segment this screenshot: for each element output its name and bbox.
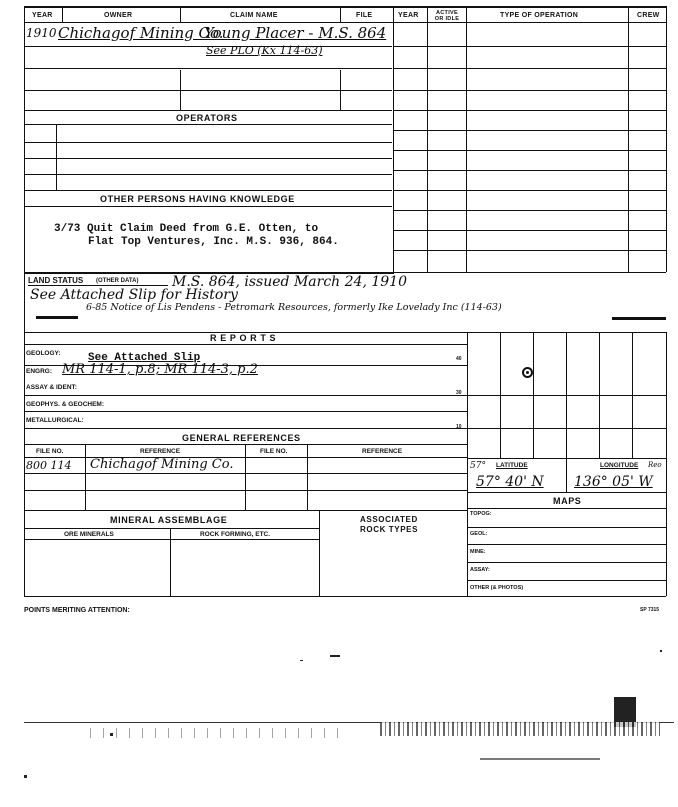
owner-entry-claim: Young Placer - M.S. 864 [204,24,387,42]
header-year-right: YEAR [398,12,419,19]
land-status-line2: See Attached Slip for History [30,287,238,303]
ore-minerals-label: ORE MINERALS [64,531,114,538]
scan-speck [110,733,113,736]
ref-reference-2: REFERENCE [362,448,403,455]
scan-noise-band [380,722,660,736]
reports-num-30: 30 [456,390,462,396]
metallurgical-label: METALLURGICAL: [26,417,84,424]
scan-speck [300,660,303,661]
reports-num-10: 10 [456,424,462,430]
reports-num-40: 40 [456,356,462,362]
maps-title: MAPS [553,496,582,506]
longitude-suffix: Reo [648,461,662,469]
associated-label: ASSOCIATED [360,515,418,524]
land-status-other-data: (OTHER DATA) [96,278,139,284]
header-owner: OWNER [104,12,133,19]
land-status-line3: 6-85 Notice of Lis Pendens - Petromark Resources, formerly Ike Lovelady Inc (114-63) [86,302,502,313]
assay-ident-label: ASSAY & IDENT: [26,384,77,391]
ref-reference-1: REFERENCE [140,448,181,455]
form-number: SP 7315 [640,607,660,613]
header-year: YEAR [32,12,53,19]
header-active-idle: ACTIVE OR IDLE [434,10,460,22]
engrg-value: MR 114-1, p.8; MR 114-3, p.2 [62,362,258,377]
scan-speck [660,650,662,652]
latitude-value: 57° 40' N [476,474,544,490]
scan-noise-dots [90,728,350,738]
land-status-line1: M.S. 864, issued March 24, 1910 [172,274,407,290]
mineral-assemblage-title: MINERAL ASSEMBLAGE [110,515,228,525]
lat-prefix: 57° [470,461,486,471]
reports-title: R E P O R T S [210,333,277,343]
owner-entry-see-plo: See PLO (Kx 114-63) [206,44,323,57]
header-file: FILE [356,12,373,19]
maps-assay: ASSAY: [470,567,490,573]
engrg-label: ENGRG: [26,368,52,375]
header-crew: CREW [637,12,660,19]
other-persons-line1: 3/73 Quit Claim Deed from G.E. Otten, to [54,223,319,235]
land-status-label: LAND STATUS [28,276,84,285]
geophys-label: GEOPHYS. & GEOCHEM: [26,401,105,408]
latitude-label: LATITUDE [496,462,528,469]
location-mark-icon [522,367,533,378]
longitude-label: LONGITUDE [600,462,639,469]
section-other-persons: OTHER PERSONS HAVING KNOWLEDGE [100,194,295,204]
rock-forming-label: ROCK FORMING, ETC. [200,531,271,538]
ref-row-file: 800 114 [26,459,72,472]
geology-label: GEOLOGY: [26,350,61,357]
scan-speck [330,655,340,657]
ref-row-reference: Chichagof Mining Co. [90,457,234,472]
section-operators: OPERATORS [176,113,238,123]
maps-mine: MINE: [470,549,486,555]
header-claim-name: CLAIM NAME [230,12,278,19]
owner-entry-year: 1910 [26,26,57,40]
maps-other-photos: OTHER (& PHOTOS) [470,585,524,591]
header-type-of-operation: TYPE OF OPERATION [500,12,579,19]
maps-geol: GEOL: [470,531,488,537]
ref-file-no-2: FILE NO. [260,448,288,455]
maps-topog: TOPOG: [470,511,492,517]
scan-speck [480,758,600,760]
other-persons-line2: Flat Top Ventures, Inc. M.S. 936, 864. [88,236,339,248]
general-references-title: GENERAL REFERENCES [182,433,301,443]
rock-types-label: ROCK TYPES [360,525,419,534]
owner-entry-owner: Chichagof Mining Co. [58,24,224,42]
ref-file-no-1: FILE NO. [36,448,64,455]
geology-value: See Attached Slip [88,352,201,364]
scan-speck [24,775,27,778]
points-meriting-attention: POINTS MERITING ATTENTION: [24,607,130,614]
longitude-value: 136° 05' W [574,474,653,490]
